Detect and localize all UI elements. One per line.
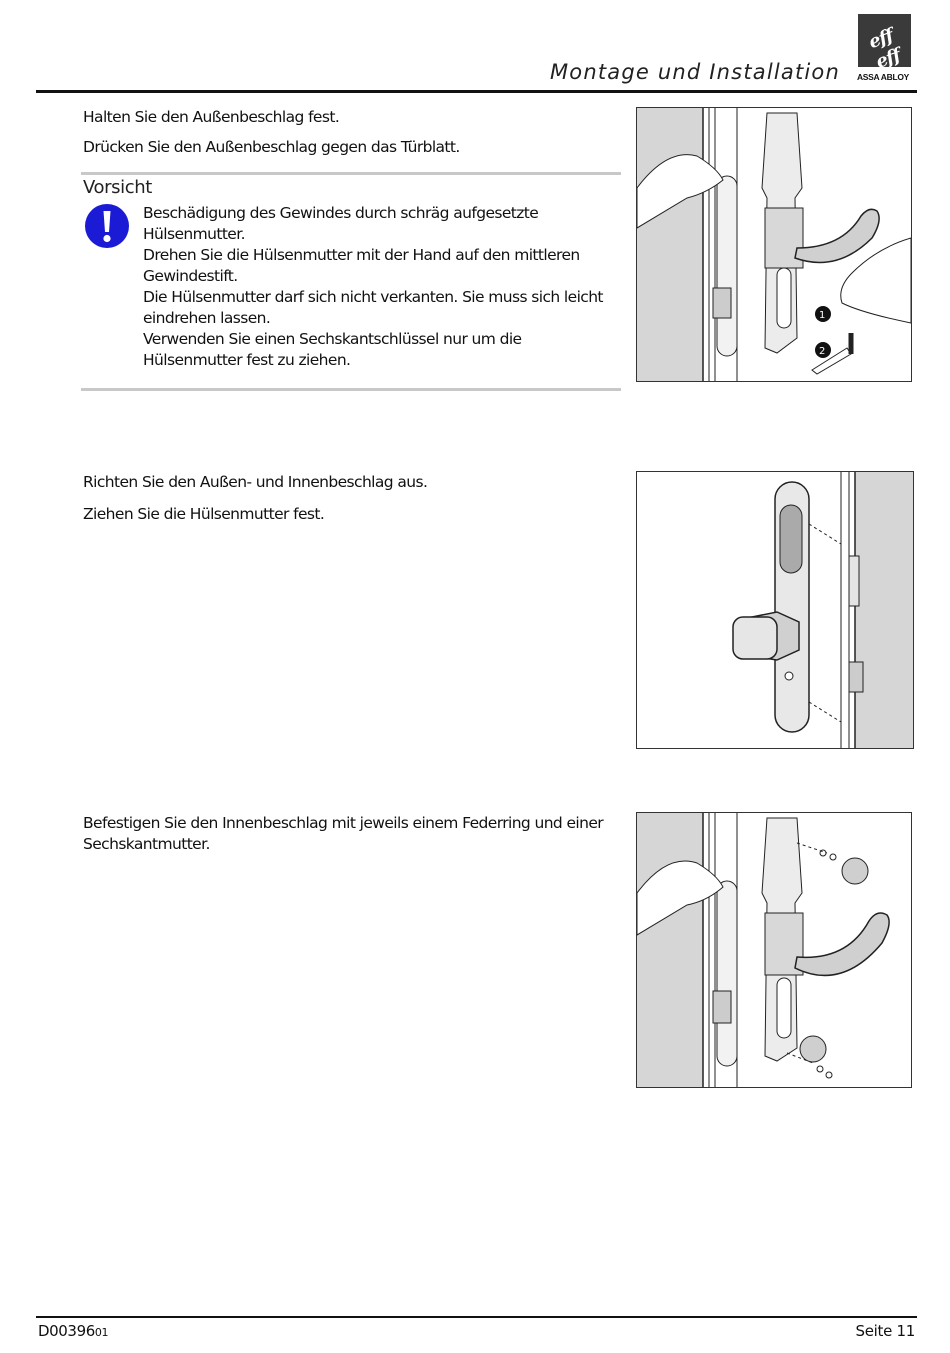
installation-illustration-1 (636, 107, 912, 382)
caution-line: Hülsenmutter fest zu ziehen. (143, 351, 351, 369)
caution-line: eindrehen lassen. (143, 309, 271, 327)
installation-illustration-2 (636, 471, 914, 749)
callout-label: 1 (819, 310, 826, 321)
step-text: Sechskantmutter. (83, 835, 210, 853)
footer-divider (36, 1316, 917, 1318)
page-title: Montage und Installation (549, 60, 840, 84)
caution-line: Die Hülsenmutter darf sich nicht verkanten. Sie muss sich leicht (143, 288, 603, 306)
step-text: Halten Sie den Außenbeschlag fest. (83, 108, 340, 126)
document-number (38, 1322, 108, 1340)
caution-bottom-rule (81, 388, 621, 391)
step-text: Richten Sie den Außen- und Innenbeschlag aus. (83, 473, 428, 491)
caution-line: Gewindestift. (143, 267, 238, 285)
document-number-main: D00396 (38, 1322, 95, 1340)
caution-body (143, 203, 618, 371)
eff-eff-logo (858, 14, 911, 73)
page-number: Seite 11 (855, 1322, 915, 1340)
step-text: Ziehen Sie die Hülsenmutter fest. (83, 505, 325, 523)
step-text: Befestigen Sie den Innenbeschlag mit jeweils einem Federring und einer (83, 814, 604, 832)
caution-line: Beschädigung des Gewindes durch schräg aufgesetzte (143, 204, 539, 222)
caution-title: Vorsicht (83, 177, 152, 198)
installation-illustration-3 (636, 812, 912, 1088)
document-number-suffix: 01 (94, 1326, 109, 1339)
exclamation-icon (84, 203, 130, 249)
callout-label: 2 (819, 346, 826, 357)
logo-text: eff eff (866, 25, 903, 73)
header-divider (36, 90, 917, 93)
caution-line: Verwenden Sie einen Sechskantschlüssel nur um die (143, 330, 522, 348)
caution-top-rule (81, 172, 621, 175)
caution-line: Hülsenmutter. (143, 225, 245, 243)
step-text: Drücken Sie den Außenbeschlag gegen das Türblatt. (83, 138, 460, 156)
brand-name: ASSA ABLOY (856, 72, 910, 82)
caution-line: Drehen Sie die Hülsenmutter mit der Hand auf den mittleren (143, 246, 580, 264)
